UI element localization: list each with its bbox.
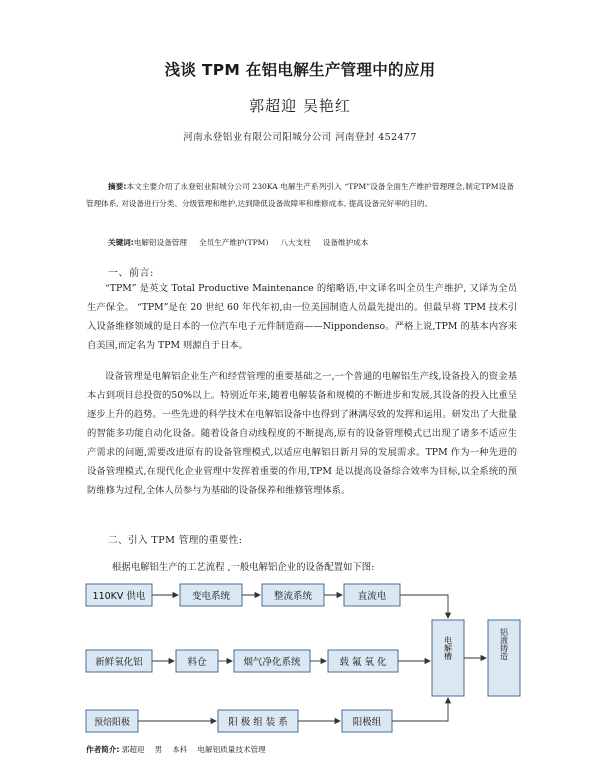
author-bio bbox=[86, 744, 276, 755]
author-bio-item: 本科 bbox=[172, 745, 188, 754]
label-electrolytic-cell: 电解槽 bbox=[443, 636, 453, 660]
label-dc-power: 直流电 bbox=[357, 591, 387, 602]
label-anode-assembly: 阳 极 组 装 系 bbox=[228, 717, 288, 728]
label-substation: 变电系统 bbox=[191, 591, 231, 602]
label-fresh-alumina: 新鲜氧化铝 bbox=[95, 657, 143, 668]
label-anode-assembly-unit: 阳极组 bbox=[352, 717, 382, 728]
keyword: 八大支柱 bbox=[280, 238, 311, 247]
label-fluoride-alumina: 载 氟 氧 化 bbox=[339, 657, 387, 668]
label-casting: 铝液铸造 bbox=[499, 628, 509, 660]
keyword: 电解铝设备管理 bbox=[133, 238, 187, 247]
abstract-label: 摘要: bbox=[108, 182, 127, 191]
section-heading-importance: 二、引入 TPM 管理的重要性: bbox=[108, 535, 243, 546]
label-prebaked-anode: 预焙阳极 bbox=[93, 718, 131, 728]
diagram-intro: 根据电解铝生产的工艺流程 ,一般电解铝企业的设备配置如下图: bbox=[112, 562, 375, 573]
abstract bbox=[86, 178, 514, 212]
author-bio-item: 郭超迎 bbox=[121, 745, 145, 754]
paragraph: 设备管理是电解铝企业生产和经营管理的重要基础之一,一个普通的电解铝生产线,设备投入的资金基本占到项目总投资的50%以上。特别近年来,随着电解装备和规模的不断进步和发展,其设备的投入比重呈逐步上升的趋势。一些先进的科学技术在电解铝设备中也得到了淋漓尽致的发挥和运用。研发出了大批量的智能多功能自动化设备。随着设备自动线程度的不断提高,原有的设备管理模式已出现了诸多不适应生产需求的问题,需要改进原有的设备管理模式,以适应电解铝日新月异的发展需求。TPM 作为一种先进的设备管理模式,在现代化企业管理中发挥着重要的作用,TPM 是以提高设备综合效率为目标,以全系统的预防维修为过程,全体人员参与为基础的设备保养和维修管理体系。 bbox=[87, 371, 517, 496]
paper-affiliation: 河南永登铝业有限公司阳城分公司 河南登封 452477 bbox=[183, 132, 417, 143]
paragraph: “TPM” 是英文 Total Productive Maintenance 的缩略语,中文译名叫全员生产维护, 又译为全员生产保全。 “TPM”是在 20 世纪 60 年代年初,由一位美国制造人员最先提出的。但最早将 TPM 技术引入设备维修领域的是日本的一位汽车电子元件制造商——Nippondenso。严格上说,TPM 的基本内容来自美国,而定名为 TPM 则源自于日本。 bbox=[87, 283, 517, 351]
keywords bbox=[108, 237, 528, 248]
label-rectifier: 整流系统 bbox=[273, 591, 313, 602]
keywords-label: 关键词: bbox=[108, 238, 134, 247]
abstract-text: 本文主要介绍了永登铝业阳城分公司 230KA 电解生产系列引入 “TPM”设备全面生产维护管理理念,制定TPM设备管理体系, 对设备进行分类、分级管理和维护,达到降低设备故障率和维修成本, 提高设备完好率的目的。 bbox=[86, 182, 514, 208]
keyword: 设备维护成本 bbox=[322, 238, 369, 247]
label-silo: 料仓 bbox=[187, 657, 207, 668]
process-flow-diagram bbox=[82, 576, 522, 736]
label-fume-treatment: 烟气净化系统 bbox=[243, 657, 301, 668]
section-heading-intro: 一、前言: bbox=[108, 268, 154, 279]
label-power-supply: 110KV 供电 bbox=[92, 591, 146, 602]
author-bio-label: 作者简介: bbox=[86, 745, 120, 754]
paper-authors: 郭超迎 吴艳红 bbox=[249, 97, 351, 115]
paper-title: 浅谈 TPM 在铝电解生产管理中的应用 bbox=[164, 61, 436, 79]
author-bio-item: 男 bbox=[154, 745, 163, 754]
author-bio-item: 电解铝质量技术管理 bbox=[197, 745, 266, 754]
keyword: 全员生产维护(TPM) bbox=[198, 238, 269, 247]
